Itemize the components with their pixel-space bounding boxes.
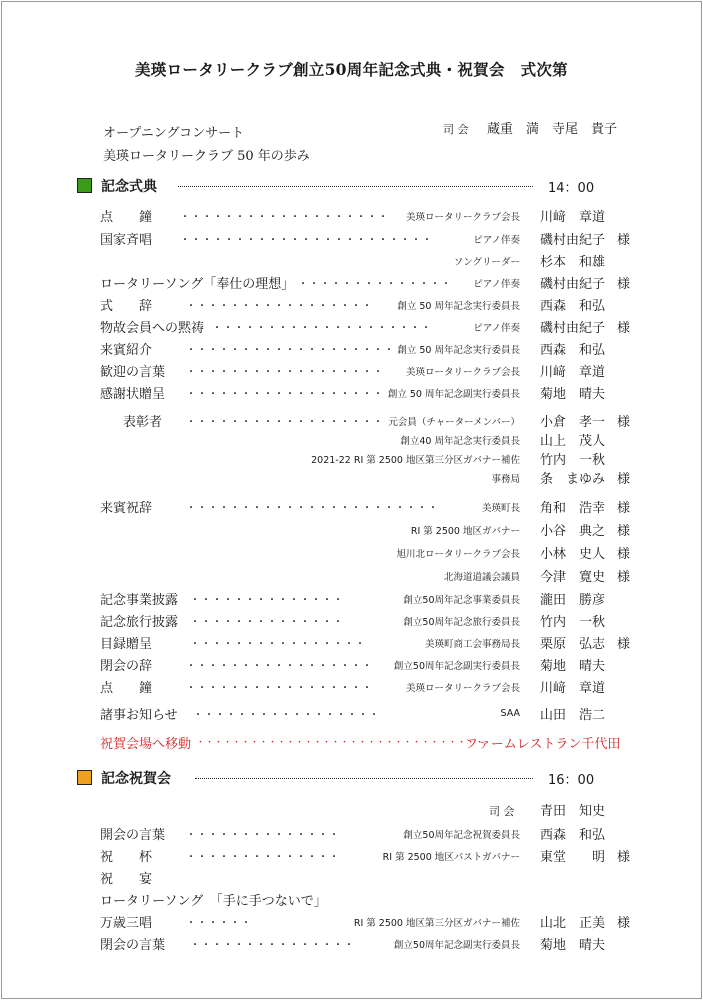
row-role: 2021-22 RI 第 2500 地区第三分区ガバナー補佐 (311, 455, 520, 466)
dot-leader: ・・・・・・・・・・・・・・・・・・ (186, 417, 384, 428)
dot-leader: ・・・・・・・・・・・・・・・・・ (193, 710, 380, 721)
row-label: 点 鐘 (100, 681, 153, 696)
row-name: 今津 寛史 (540, 570, 606, 585)
honorific: 様 (617, 277, 631, 292)
row-role: 美瑛ロータリークラブ会長 (405, 367, 520, 378)
row-role: ピアノ伴奏 (473, 279, 520, 290)
row-label: 祝 杯 (100, 850, 153, 865)
row-label: ロータリーソング「奉仕の理想」 (100, 277, 295, 292)
row-name: 菊地 晴夫 (540, 387, 606, 402)
move-label: 祝賀会場へ移動 (100, 737, 192, 752)
row-name: 小倉 孝一 (540, 415, 606, 430)
section-dotted-rule (178, 186, 533, 187)
row-label: 国家斉唱 (100, 233, 153, 248)
row-name: 西森 和弘 (540, 343, 606, 358)
dot-leader: ・・・・・・・・・・・・・・・・ (190, 639, 366, 650)
opening-concert: オープニングコンサート (103, 126, 245, 141)
party-mc-label: 司 会 (489, 805, 515, 818)
row-role: ソングリーダー (453, 257, 520, 268)
row-name: 川﨑 章道 (540, 210, 606, 225)
row-role: 創立 50 周年記念実行委員長 (397, 301, 520, 312)
row-name: 杉本 和雄 (540, 255, 606, 270)
dot-leader: ・・・・・・・・・・・・・・・ (190, 940, 355, 951)
row-role: 美瑛町長 (481, 503, 520, 514)
row-role: 創立50周年記念事業委員長 (403, 595, 520, 606)
honorific: 様 (617, 321, 631, 336)
row-name: 磯村由紀子 (540, 277, 606, 292)
row-label: 目録贈呈 (100, 637, 153, 652)
row-label: 記念事業披露 (100, 593, 179, 608)
row-name: 竹内 一秋 (540, 615, 606, 630)
section-party-title: 記念祝賀会 (101, 771, 171, 787)
row-label: 式 辞 (100, 299, 153, 314)
row-name: 菊地 晴夫 (540, 659, 606, 674)
notice-name: 山田 浩二 (540, 708, 606, 723)
row-label: 点 鐘 (100, 210, 153, 225)
dot-leader: ・・・・・・・・・・・・・・・・・・・ (180, 212, 389, 223)
row-name: 条 まゆみ (540, 472, 606, 487)
row-name: 山上 茂人 (540, 434, 606, 449)
row-role: RI 第 2500 地区パストガバナー (382, 852, 520, 863)
row-label: 祝 宴 (100, 872, 153, 887)
dot-leader: ・・・・・・・・・・・・・・ (190, 595, 344, 606)
row-role: 北海道道議会議員 (443, 572, 520, 583)
page-title: 美瑛ロータリークラブ創立50周年記念式典・祝賀会 式次第 (135, 60, 568, 79)
honorific: 様 (617, 570, 631, 585)
dot-leader: ・・・・・・・・・・・・・・・・・・・ (186, 345, 395, 356)
honorific: 様 (617, 501, 631, 516)
row-role: RI 第 2500 地区ガバナー (410, 526, 520, 537)
dot-leader: ・・・・・・・・・・・・・・・・・・ (186, 389, 384, 400)
row-role: 創立 50 周年記念副実行委員長 (387, 389, 520, 400)
honorific: 様 (617, 524, 631, 539)
row-name: 瀧田 勝彦 (540, 593, 606, 608)
row-role: 創立50周年記念副実行委員長 (393, 940, 520, 951)
row-role: 創立 50 周年記念実行委員長 (397, 345, 520, 356)
row-role: 元会員（チャーターメンバー） (388, 417, 520, 428)
row-role: RI 第 2500 地区第三分区ガバナー補佐 (353, 918, 520, 929)
row-name: 磯村由紀子 (540, 233, 606, 248)
row-label: 来賓紹介 (100, 343, 153, 358)
move-destination: ファームレストラン千代田 (465, 737, 621, 752)
row-role: 美瑛ロータリークラブ会長 (405, 212, 520, 223)
notice-label: 諸事お知らせ (100, 708, 178, 723)
row-label: 記念旅行披露 (100, 615, 179, 630)
row-name: 磯村由紀子 (540, 321, 606, 336)
honorific: 様 (617, 547, 631, 562)
mc-names: 蔵重 満 寺尾 貴子 (487, 122, 618, 137)
row-name: 栗原 弘志 (540, 637, 606, 652)
row-role: 創立50周年記念祝賀委員長 (403, 830, 520, 841)
row-name: 小谷 典之 (540, 524, 606, 539)
section-dotted-rule (195, 778, 533, 779)
dot-leader: ・・・・・・・・・・・・・・・・・・・・・・・・・・・・・・・・ (196, 738, 485, 748)
row-role: ピアノ伴奏 (473, 235, 520, 246)
row-label: 歓迎の言葉 (100, 365, 166, 380)
dot-leader: ・・・・・・・・・・・・・・・・・・・・・・・ (186, 503, 439, 514)
dot-leader: ・・・・・・・・・・・・・・ (186, 852, 340, 863)
row-role: 事務局 (491, 474, 520, 485)
row-label: 閉会の言葉 (100, 938, 166, 953)
section-ceremony-time: 14：00 (548, 181, 595, 196)
row-name: 小林 史人 (540, 547, 606, 562)
row-name: 西森 和弘 (540, 828, 606, 843)
row-name: 西森 和弘 (540, 299, 606, 314)
row-name: 竹内 一秋 (540, 453, 606, 468)
row-label: 開会の言葉 (100, 828, 166, 843)
honorific: 様 (617, 916, 631, 931)
row-role: 創立40 周年記念実行委員長 (400, 436, 520, 447)
honorific: 様 (617, 415, 631, 430)
row-role: 美瑛ロータリークラブ会長 (405, 683, 520, 694)
congrats-label: 来賓祝辞 (100, 501, 153, 516)
row-name: 東堂 明 (540, 850, 606, 865)
row-name: 川﨑 章道 (540, 365, 606, 380)
dot-leader: ・・・・・・・・・・・・・・ (190, 617, 344, 628)
row-name: 川﨑 章道 (540, 681, 606, 696)
section-ceremony-title: 記念式典 (101, 179, 157, 195)
row-label: 物故会員への黙祷 (100, 321, 205, 336)
section-party-time: 16：00 (548, 773, 595, 788)
honorific: 様 (617, 637, 631, 652)
section-marker-icon (77, 770, 92, 785)
honorific: 様 (617, 233, 631, 248)
row-label: 万歳三唱 (100, 916, 153, 931)
notice-role: SAA (500, 708, 520, 719)
mc-label: 司 会 (443, 123, 469, 136)
dot-leader: ・・・・・・・・・・・・・・・・・・ (186, 367, 384, 378)
dot-leader: ・・・・・・・・・・・・・・ (298, 279, 452, 290)
dot-leader: ・・・・・・・・・・・・・・・・・・・・・・・ (180, 235, 433, 246)
row-label: ロータリーソング 「手に手つないで」 (100, 894, 327, 909)
row-name: 山北 正美 (540, 916, 606, 931)
dot-leader: ・・・・・・・・・・・・・・・・・・・・ (212, 323, 432, 334)
party-mc-name: 青田 知史 (540, 804, 606, 819)
row-label: 閉会の辞 (100, 659, 153, 674)
dot-leader: ・・・・・・ (186, 918, 252, 929)
dot-leader: ・・・・・・・・・・・・・・ (186, 830, 340, 841)
honorific: 様 (617, 472, 631, 487)
row-role: 旭川北ロータリークラブ会長 (396, 549, 520, 560)
section-marker-icon (77, 178, 92, 193)
row-role: 創立50周年記念旅行委員長 (403, 617, 520, 628)
honorific: 様 (617, 850, 631, 865)
row-label: 感謝状贈呈 (100, 387, 166, 402)
row-role: ピアノ伴奏 (473, 323, 520, 334)
row-name: 菊地 晴夫 (540, 938, 606, 953)
row-role: 創立50周年記念副実行委員長 (393, 661, 520, 672)
row-role: 美瑛町商工会事務局長 (424, 639, 520, 650)
dot-leader: ・・・・・・・・・・・・・・・・・ (186, 301, 373, 312)
history-slideshow: 美瑛ロータリークラブ 50 年の歩み (103, 149, 310, 164)
awards-label: 表彰者 (123, 415, 163, 430)
row-name: 角和 浩幸 (540, 501, 606, 516)
dot-leader: ・・・・・・・・・・・・・・・・・ (186, 683, 373, 694)
dot-leader: ・・・・・・・・・・・・・・・・・ (186, 661, 373, 672)
